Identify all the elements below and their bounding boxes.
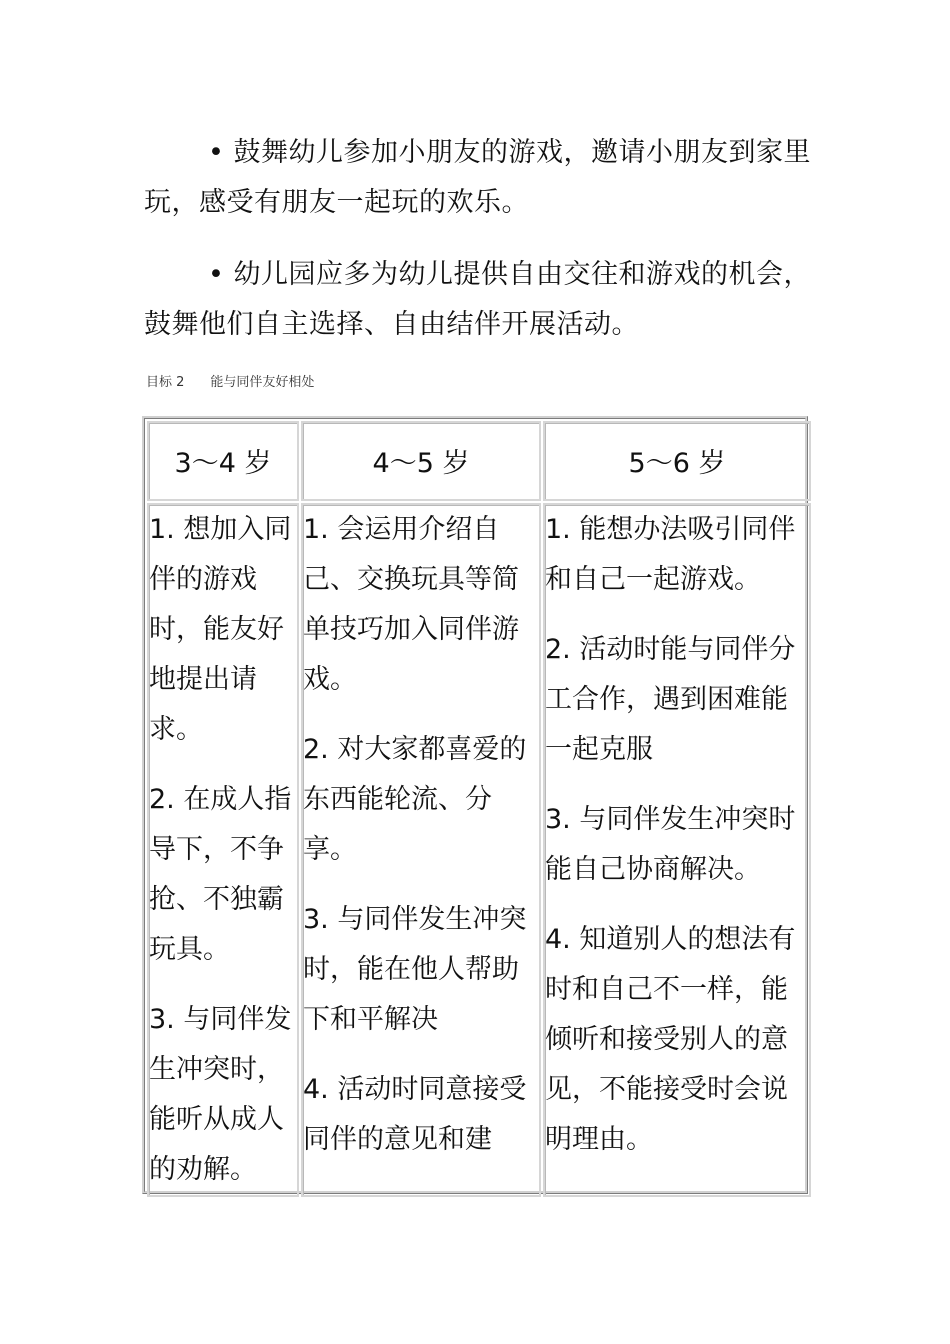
header-age-3-4: 3～4 岁: [147, 421, 299, 501]
list-item: 3. 与同伴发生冲突时能自己协商解决。: [545, 804, 796, 885]
paragraph-kindergarten-opportunity: [144, 250, 824, 350]
cell-age-3-4: [147, 503, 299, 1197]
goal-label: 目标 2: [146, 375, 185, 390]
goal-caption: [146, 371, 314, 390]
goal-table: [145, 419, 813, 1199]
list-item: 1. 想加入同伴的游戏时，能友好地提出请求。: [149, 514, 292, 745]
table-header-row: [147, 421, 811, 501]
list-item: 3. 与同伴发生冲突时，能在他人帮助下和平解决: [303, 904, 527, 1035]
list-item: 4. 知道别人的想法有时和自己不一样，能倾听和接受别人的意见，不能接受时会说明理由。: [545, 924, 796, 1155]
list-item: 2. 在成人指导下，不争抢、不独霸玩具。: [149, 784, 292, 965]
paragraph-text: • 幼儿园应多为幼儿提供自由交往和游戏的机会，鼓舞他们自主选择、自由结伴开展活动。: [144, 259, 812, 340]
goal-table-frame: [142, 416, 808, 1194]
list-item: 1. 会运用介绍自己、交换玩具等简单技巧加入同伴游戏。: [303, 514, 519, 695]
table-row: [147, 503, 811, 1197]
cell-age-4-5: [301, 503, 541, 1197]
cell-age-5-6: [543, 503, 811, 1197]
header-age-4-5: 4～5 岁: [301, 421, 541, 501]
goal-title: 能与同伴友好相处: [210, 375, 315, 390]
list-item: 4. 活动时同意接受同伴的意见和建: [303, 1074, 527, 1155]
list-item: 1. 能想办法吸引同伴和自己一起游戏。: [545, 514, 796, 595]
header-age-5-6: 5～6 岁: [543, 421, 811, 501]
paragraph-text: • 鼓舞幼儿参加小朋友的游戏，邀请小朋友到家里玩，感受有朋友一起玩的欢乐。: [144, 137, 812, 218]
paragraph-encourage-play: [144, 128, 824, 228]
list-item: 3. 与同伴发生冲突时，能听从成人的劝解。: [149, 1004, 292, 1185]
list-item: 2. 活动时能与同伴分工合作，遇到困难能一起克服: [545, 634, 796, 765]
list-item: 2. 对大家都喜爱的东西能轮流、分享。: [303, 734, 527, 865]
